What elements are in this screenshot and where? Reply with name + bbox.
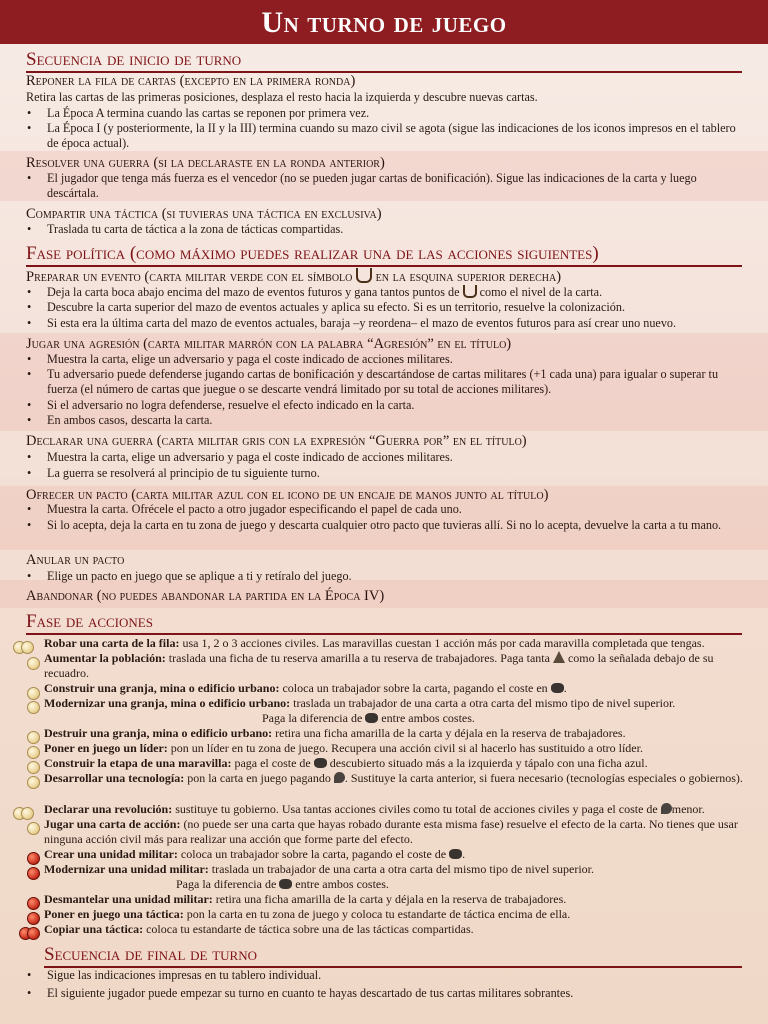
action-item [44,726,746,741]
action-item [44,907,746,922]
resource-icon [279,879,292,889]
action-text: traslada una ficha de tu reserva amarilla a tu reserva de trabajadores. Paga tanta [168,651,550,665]
action-label: Copiar una táctica: [44,922,144,936]
action-text: Paga la diferencia de [176,877,277,892]
list-item: • La guerra se resolverá al principio de tu siguiente turno. [26,466,746,481]
list-item: • Si el adversario no logra defenderse, resuelve el efecto indicado en la carta. [26,398,746,413]
title-bar [0,0,768,44]
action-text: (no puede ser una carta que hayas robado durante esta misma fase) resuelve el efecto de la carta. No tienes que usar ninguna acción civil más para realizar una acción que forme parte del efecto. [44,817,738,847]
reponer-text: Retira las cartas de las primeras posiciones, desplaza el resto hacia la izquierda y descubre nuevas cartas. [26,90,538,104]
list-item: • La Época A termina cuando las cartas se reponen por primera vez. [26,106,746,121]
list-item: • Si lo acepta, deja la carta en tu zona de juego y descarta cualquier otro pacto que tuvieras allí. Si no lo acepta, devuelve la carta a tu mano. [26,518,746,533]
action-item [44,696,746,726]
action-item [44,922,746,937]
action-item [44,802,746,817]
action-text: . [563,681,567,695]
resource-icon [551,683,564,693]
civil-action-token-icon [27,697,40,716]
action-text: pon la carta en tu zona de juego y coloca tu estandarte de táctica encima de ella. [186,907,571,921]
action-item [44,892,746,907]
action-item [44,817,746,847]
evento-title-a: Preparar un evento (carta militar verde con el símbolo [26,269,353,285]
civil-action-token-icon [27,772,40,791]
science-icon [334,772,345,783]
action-text: coloca tu estandarte de táctica sobre una de las tácticas compartidas. [146,922,474,936]
list-item: • Muestra la carta, elige un adversario y paga el coste indicado de acciones militares. [26,450,746,465]
section-heading-politica: Fase política (como máximo puedes realizar una de las acciones siguientes) [26,244,742,267]
list-item: • El jugador que tenga más fuerza es el vencedor (no se pueden jugar cartas de bonificación). Sigue las indicaciones de la carta y luego descártala. [26,171,746,202]
resource-icon [314,758,327,768]
action-text: coloca un trabajador sobre la carta, pagando el coste de [180,847,447,861]
list-item: • Elige un pacto en juego que se aplique a ti y retíralo del juego. [26,569,746,584]
action-label: Construir una granja, mina o edificio urbano: [44,681,280,695]
food-icon [553,651,565,663]
evento-b1a: Deja la carta boca abajo encima del mazo de eventos futuros y gana tantos puntos de [47,285,460,299]
list-item: • La Época I (y posteriormente, la II y la III) termina cuando su mazo civil se agota (sigue las indicaciones de los iconos impresos en el tablero de época actual). [26,121,746,152]
action-text: . Sustituye la carta anterior, si fuera necesario (tecnologías especiales o gobiernos). [344,771,743,785]
list-item: • En ambos casos, descarta la carta. [26,413,746,428]
list-item [26,285,746,300]
action-label: Aumentar la población: [44,651,166,665]
action-text: pon la carta en juego pagando [187,771,331,785]
list-item: • Traslada tu carta de táctica a la zona de tácticas compartidas. [26,222,746,237]
action-text: paga el coste de [234,756,311,770]
action-text: coloca un trabajador sobre la carta, pagando el coste en [282,681,548,695]
action-item [44,681,746,696]
action-text: descubierto situado más a la izquierda y tápalo con una ficha azul. [329,756,648,770]
action-text: Paga la diferencia de [262,711,363,726]
subheading-agresion: Jugar una agresión (carta militar marrón con la palabra “Agresión” en el título) [26,336,512,352]
action-label: Poner en juego un líder: [44,741,168,755]
action-text: como la señalada debajo de su recuadro. [44,651,714,681]
action-label: Construir la etapa de una maravilla: [44,756,232,770]
action-text: entre ambos costes. [295,877,389,892]
list-item: • Sigue las indicaciones impresas en tu tablero individual. [26,968,746,983]
action-item [44,636,746,651]
action-item [44,862,746,892]
action-label: Jugar una carta de acción: [44,817,181,831]
action-item [44,771,746,786]
military-action-token-icon [19,923,40,942]
section-heading-final: Secuencia de final de turno [44,945,742,968]
subheading-compartir: Compartir una táctica (si tuvieras una táctica en exclusiva) [26,206,382,222]
science-icon [661,803,672,814]
lyre-icon [356,268,372,283]
list-item: • Muestra la carta. Ofrécele el pacto a otro jugador especificando el papel de cada uno. [26,502,746,517]
civil-action-token-icon [27,653,40,672]
action-text: retira una ficha amarilla de la carta y déjala en la reserva de trabajadores. [215,892,567,906]
action-item [44,651,746,681]
list-item: • Si esta era la última carta del mazo de eventos actuales, baraja –y reordena– el mazo de eventos futuros para así crear uno nuevo. [26,316,746,331]
evento-b1b: como el nivel de la carta. [479,285,603,299]
resource-icon [365,713,378,723]
action-text: traslada un trabajador de una carta a otra carta del mismo tipo de nivel superior. [211,862,594,876]
subheading-abandonar: Abandonar (no puedes abandonar la partida en la Época IV) [26,588,385,604]
action-text: sustituye tu gobierno. Usa tantas acciones civiles como tu total de acciones civiles y paga el coste de [175,802,658,816]
subheading-anular: Anular un pacto [26,552,125,568]
evento-title-b: en la esquina superior derecha) [375,269,562,285]
action-text: . [462,847,466,861]
action-text: retira una ficha amarilla de la carta y déjala en la reserva de trabajadores. [275,726,626,740]
action-label: Declarar una revolución: [44,802,173,816]
lyre-icon [463,285,477,298]
section-heading-inicio: Secuencia de inicio de turno [26,50,742,73]
page-title: Un turno de juego [261,6,507,39]
action-item [44,756,746,771]
list-item: • Descubre la carta superior del mazo de eventos actuales y aplica su efecto. Si es un territorio, resuelve la colonización. [26,300,746,315]
action-text: entre ambos costes. [381,711,475,726]
section-heading-acciones: Fase de acciones [26,612,742,635]
action-label: Modernizar una unidad militar: [44,862,209,876]
action-text: traslada un trabajador de una carta a otra carta del mismo tipo de nivel superior. [293,696,676,710]
action-label: Desmantelar una unidad militar: [44,892,213,906]
subheading-resolver: Resolver una guerra (si la declaraste en la ronda anterior) [26,155,385,171]
resource-icon [449,849,462,859]
list-item: • Tu adversario puede defenderse jugando cartas de bonificación y descartándose de cartas militares (+1 cada una) para igualar o superar tu fuerza (el número de cartas que juegue o se descarte vendrá limitado por su total de acciones militares). [26,367,746,398]
list-item: • El siguiente jugador puede empezar su turno en cuanto te hayas descartado de tus cartas militares sobrantes. [26,986,746,1001]
action-text: menor. [671,802,705,816]
subheading-evento [26,268,748,285]
action-label: Desarrollar una tecnología: [44,771,185,785]
action-text: usa 1, 2 o 3 acciones civiles. Las maravillas cuestan 1 acción más por cada maravilla completada que tengas. [182,636,705,650]
civil-action-token-icon [27,818,40,837]
action-label: Robar una carta de la fila: [44,636,180,650]
action-label: Destruir una granja, mina o edificio urbano: [44,726,273,740]
subheading-guerra: Declarar una guerra (carta militar gris con la expresión “Guerra por” en el título) [26,433,527,449]
action-item [44,847,746,862]
list-item: • Muestra la carta, elige un adversario y paga el coste indicado de acciones militares. [26,352,746,367]
action-label: Modernizar una granja, mina o edificio urbano: [44,696,291,710]
subheading-pacto: Ofrecer un pacto (carta militar azul con el icono de un encaje de manos junto al título) [26,487,549,503]
action-item [44,741,746,756]
military-action-token-icon [27,863,40,882]
action-label: Crear una unidad militar: [44,847,178,861]
action-label: Poner en juego una táctica: [44,907,184,921]
subheading-reponer: Reponer la fila de cartas (excepto en la primera ronda) [26,73,356,89]
action-text: pon un líder en tu zona de juego. Recupera una acción civil si al hacerlo has sustituido a otro líder. [170,741,643,755]
